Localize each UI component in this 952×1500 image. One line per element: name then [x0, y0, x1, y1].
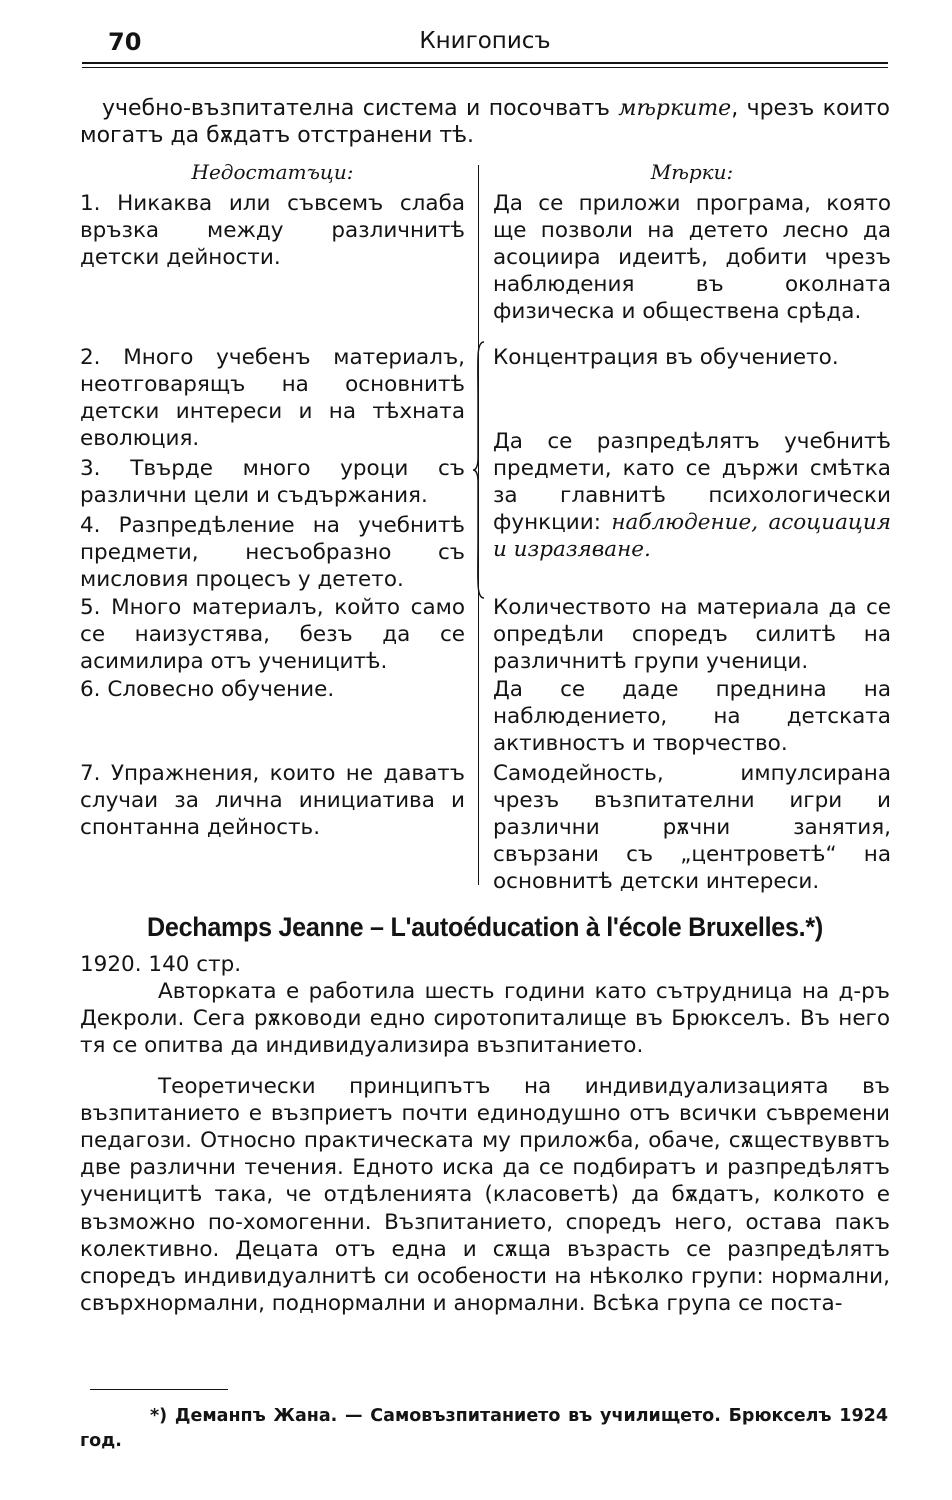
- measure-emphasis: наблюдение, асоциация и изразяване.: [493, 510, 891, 562]
- page-number: 70: [108, 28, 142, 56]
- shortcoming-item: 4. Разпредѣление на учебнитѣ предмети, несъобразно съ мисловия процесъ у детето.: [80, 513, 465, 592]
- intro-text-end: , чрезъ които могатъ да бѫдатъ отстранени тѣ.: [80, 96, 890, 148]
- shortcoming-item: 7. Упражнения, които не даватъ случаи за лична инициатива и спонтанна дейность.: [80, 761, 465, 840]
- header-rule: [82, 62, 888, 64]
- review-meta: 1920. 140 стр.: [80, 952, 242, 977]
- measure-item: Да се приложи програма, която ще позволи на детето лесно да асоциира идеитѣ, добити чрезъ наблюдения въ околната физическа и обществена срѣда.: [493, 191, 891, 324]
- measure-item: Да се даде преднина на наблюдението, на детската активностъ и творчество.: [493, 677, 891, 756]
- measure-text: Да се разпредѣлятъ учебнитѣ предмети, като се държи смѣтка за главнитѣ психологически функции:: [493, 429, 891, 535]
- intro-emphasis: мѣрките: [618, 96, 732, 121]
- shortcoming-item: 2. Много учебенъ материалъ, неотговарящъ на основнитѣ детски интереси и на тѣхната еволюция.: [80, 345, 465, 451]
- intro-text: учебно-възпитателна система и посочватъ: [102, 96, 619, 121]
- review-paragraph: Авторката е работила шесть години като сътрудница на д-ръ Декроли. Сега рѫководи едно сиротопиталище въ Брюкселъ. Въ него тя се опитва да индивидуализира възпитанието.: [80, 979, 890, 1059]
- footnote-rule: [90, 1389, 228, 1390]
- intro-paragraph: [80, 95, 890, 149]
- measures-heading: Мѣрки:: [650, 160, 734, 184]
- shortcoming-item: 6. Словесно обучение.: [80, 677, 335, 702]
- brace-mark: [472, 340, 486, 600]
- measure-item: Концентрация въ обучението.: [493, 345, 839, 370]
- review-paragraph: Теоретически принципътъ на индивидуализацията въ възпитанието е възприетъ почти единодушно отъ всички съвремени педагози. Относно практическата му приложба, обаче, сѫществуввтъ две различни течения. Едното иска да се подбиратъ и разпредѣлятъ ученицитѣ така, че отдѣленията (класоветѣ) да бѫдатъ, колкото е възможно по-хомогенни. Възпитанието, споредъ него, остава пакъ колективно. Децата отъ една и сѫща възрасть се разпредѣлятъ споредъ индивидуалнитѣ си особености на нѣколко групи: нормални, свърхнормални, поднормални и анормални. Всѣка група се поста-: [80, 1073, 890, 1317]
- measure-item: Самодейность, импулсирана чрезъ възпитателни игри и различни рѫчни занятия, свързани съ „центроветѣ“ на основнитѣ детски интереси.: [493, 761, 891, 894]
- shortcoming-item: 1. Никаква или съвсемъ слаба връзка между различнитѣ детски дейности.: [80, 191, 465, 270]
- measure-item: [493, 428, 891, 563]
- shortcoming-item: 5. Много материалъ, който само се наизустява, безъ да се асимилира отъ ученицитѣ.: [80, 595, 465, 674]
- measure-item: Количеството на материала да се опредѣли споредъ силитѣ на различнитѣ групи ученици.: [493, 595, 891, 674]
- page-header: [82, 26, 888, 60]
- review-body: [80, 978, 890, 1330]
- running-head: Книгописъ: [419, 28, 551, 54]
- header-rule-thin: [82, 67, 888, 68]
- review-title: Dechamps Jeanne – L'autoéducation à l'école Bruxelles.*): [147, 912, 823, 942]
- shortcoming-item: 3. Твърде много уроци съ различни цели и съдържания.: [80, 456, 465, 508]
- footnote: *) Деманпъ Жана. — Самовъзпитанието въ училището. Брюкселъ 1924 год.: [80, 1406, 888, 1451]
- shortcomings-heading: Недостатъци:: [191, 160, 354, 184]
